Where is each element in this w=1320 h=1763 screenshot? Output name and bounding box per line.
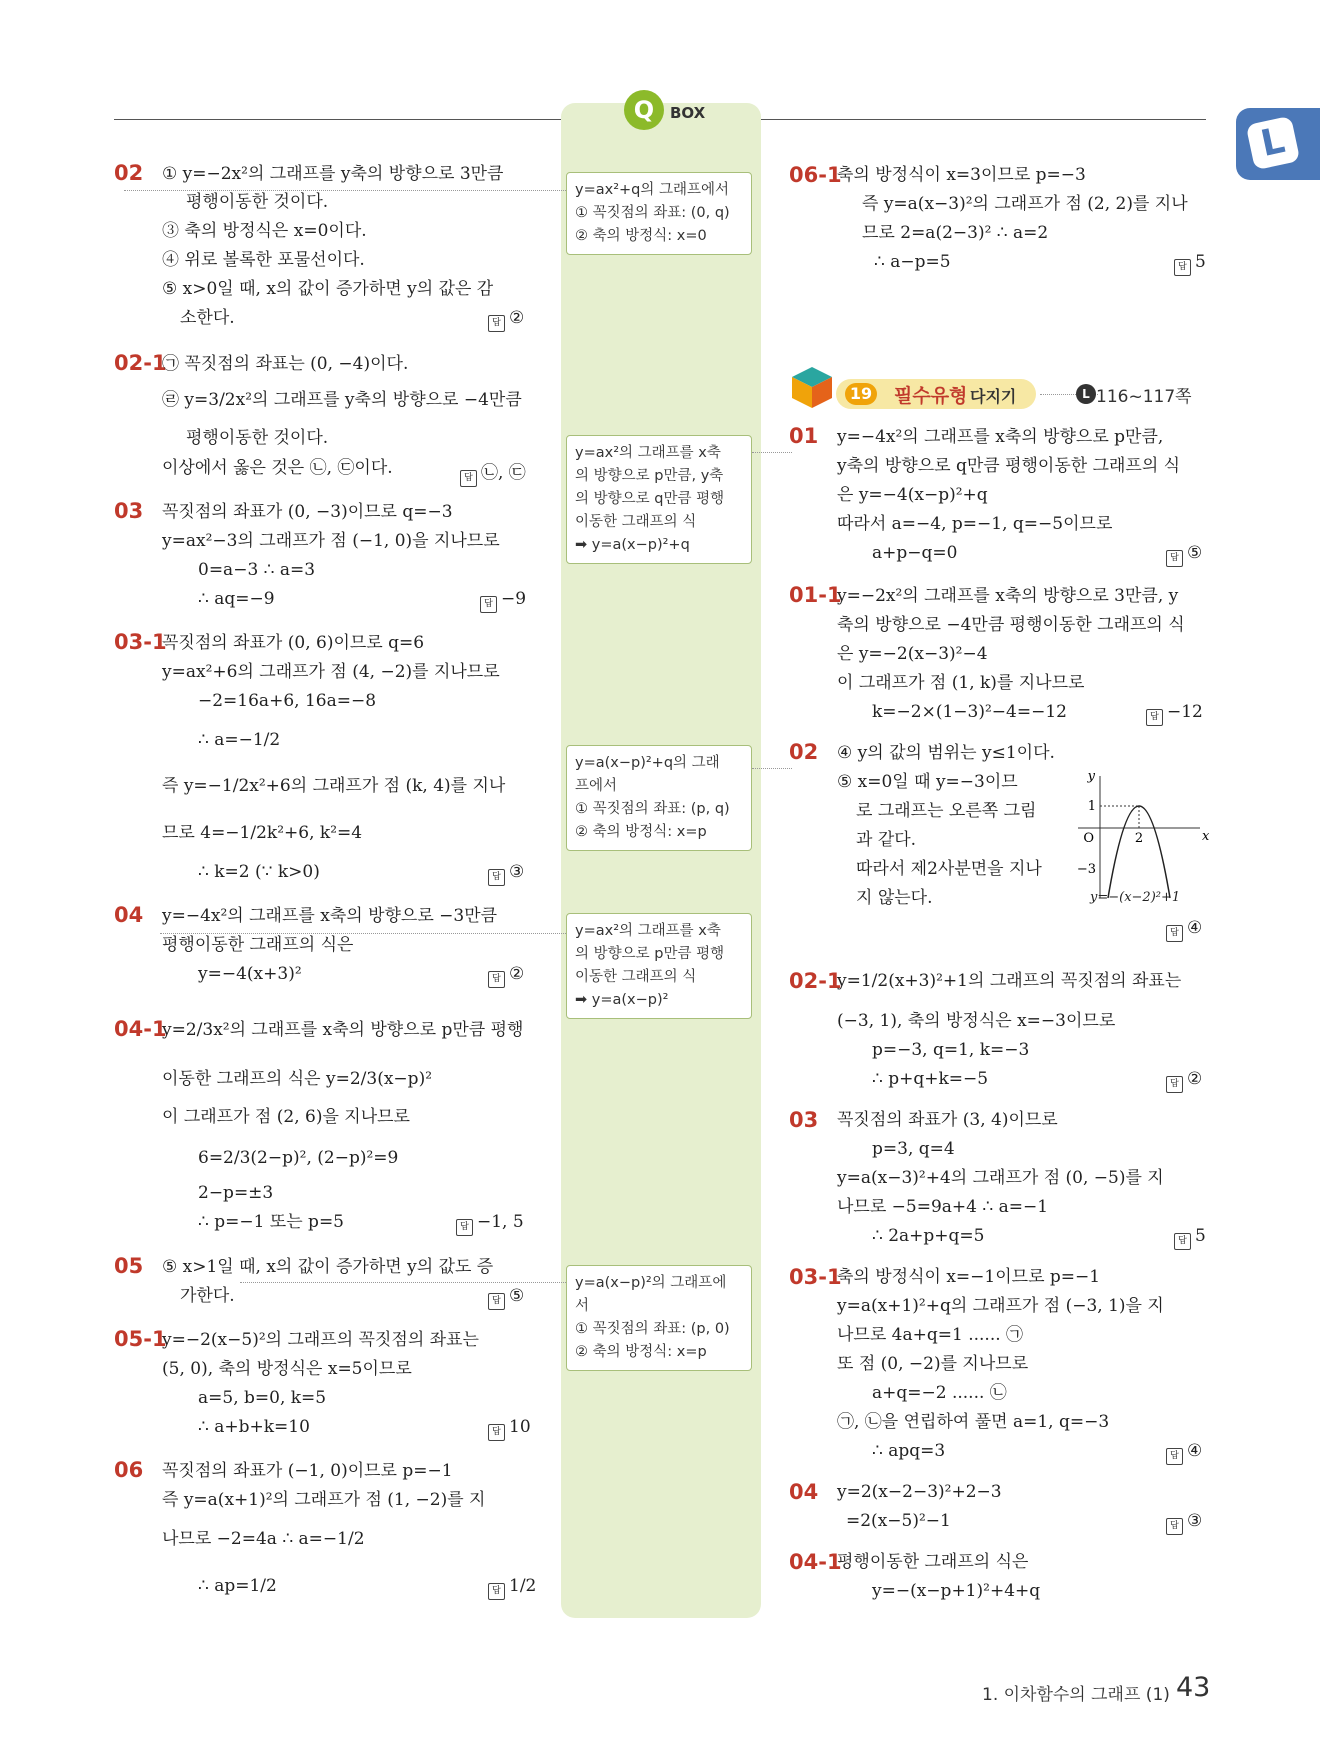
note-line: y=a(x−p)²+q의 그래 <box>575 755 720 771</box>
type-number: 19 <box>845 383 877 405</box>
solution-line: 즉 y=a(x−3)²의 그래프가 점 (2, 2)를 지나 <box>862 194 1188 214</box>
answer <box>488 1576 536 1600</box>
note-line: ② 축의 방정식: x=p <box>575 1344 707 1360</box>
note-line: ① 꼭짓점의 좌표: (p, q) <box>575 801 730 817</box>
problem-number: 02 <box>114 161 144 185</box>
solution-line: ㉠ 꼭짓점의 좌표는 (0, −4)이다. <box>162 354 409 374</box>
answer-icon: 답 <box>1166 1518 1183 1535</box>
page-number: 43 <box>1176 1672 1211 1703</box>
solution-line: ∴ apq=3 <box>872 1441 946 1461</box>
solution-line: 평행이동한 것이다. <box>186 428 329 448</box>
solution-line: y=−4x²의 그래프를 x축의 방향으로 p만큼, <box>837 427 1164 447</box>
answer <box>488 1417 531 1441</box>
solution-line: 은 y=−4(x−p)²+q <box>837 485 988 505</box>
answer-icon: 답 <box>488 315 505 332</box>
problem-number: 03-1 <box>789 1265 842 1289</box>
solution-line: ⑤ x>0일 때, x의 값이 증가하면 y의 값은 감 <box>162 279 494 299</box>
problem-number: 04 <box>789 1480 819 1504</box>
solution-line: 나므로 −5=9a+4 ∴ a=−1 <box>837 1197 1049 1217</box>
answer-value: 1/2 <box>509 1576 537 1596</box>
solution-line: y=−4(x+3)² <box>198 964 302 984</box>
solution-line: 따라서 제2사분면을 지나 <box>856 859 1042 879</box>
solution-line: ∴ ap=1/2 <box>198 1576 277 1596</box>
solution-line: 과 같다. <box>856 830 917 850</box>
answer <box>1166 1511 1202 1535</box>
note-connector <box>240 1282 566 1283</box>
solution-line: ∴ aq=−9 <box>198 589 275 609</box>
answer <box>488 862 524 886</box>
note-line: ② 축의 방정식: x=0 <box>575 228 707 244</box>
note-line: y=ax²의 그래프를 x축 <box>575 445 721 461</box>
note-line: 이동한 그래프의 식 <box>575 514 697 530</box>
chapter-tab <box>1236 108 1320 180</box>
note-line: ① 꼭짓점의 좌표: (p, 0) <box>575 1321 730 1337</box>
solution-line: 즉 y=a(x+1)²의 그래프가 점 (1, −2)를 지 <box>162 1490 486 1510</box>
solution-line: y=a(x+1)²+q의 그래프가 점 (−3, 1)을 지 <box>837 1296 1164 1316</box>
graph-origin: O <box>1083 831 1094 846</box>
answer-icon: 답 <box>1174 259 1191 276</box>
solution-line: 평행이동한 것이다. <box>186 192 329 212</box>
problem-number: 01-1 <box>789 583 842 607</box>
answer <box>460 458 526 487</box>
answer-value: ④ <box>1187 1441 1203 1461</box>
answer-icon: 답 <box>488 1293 505 1310</box>
answer <box>1174 252 1206 276</box>
graph-equation: y=−(x−2)²+1 <box>1090 890 1181 905</box>
answer-icon: 답 <box>1166 1076 1183 1093</box>
solution-line: a=5, b=0, k=5 <box>198 1388 327 1408</box>
solution-line: 지 않는다. <box>856 888 933 908</box>
solution-line: y=ax²−3의 그래프가 점 (−1, 0)을 지나므로 <box>162 531 500 551</box>
answer <box>488 308 524 332</box>
answer-value: 10 <box>509 1417 531 1437</box>
solution-line: 2−p=±3 <box>198 1183 274 1203</box>
solution-line: 즉 y=−1/2x²+6의 그래프가 점 (k, 4)를 지나 <box>162 776 506 796</box>
answer-icon: 답 <box>480 596 497 613</box>
qbox-note-4 <box>566 913 752 1019</box>
problem-number: 02-1 <box>789 969 842 993</box>
solution-line: p=3, q=4 <box>872 1139 955 1159</box>
problem-number: 05 <box>114 1254 144 1278</box>
solution-line: k=−2×(1−3)²−4=−12 <box>872 702 1067 722</box>
answer <box>488 1286 524 1310</box>
solution-line: y=2/3x²의 그래프를 x축의 방향으로 p만큼 평행 <box>162 1020 524 1040</box>
problem-number: 04 <box>114 903 144 927</box>
solution-line: 평행이동한 그래프의 식은 <box>162 935 354 955</box>
solution-line: (−3, 1), 축의 방정식은 x=−3이므로 <box>837 1011 1116 1031</box>
solution-line: 이 그래프가 점 (2, 6)을 지나므로 <box>162 1107 410 1127</box>
graph-tick-y-top: 1 <box>1087 799 1096 814</box>
problem-number: 06-1 <box>789 163 842 187</box>
solution-line: ∴ 2a+p+q=5 <box>872 1226 985 1246</box>
problem-number: 04-1 <box>114 1017 167 1041</box>
answer-value: ⑤ <box>1187 543 1203 563</box>
solution-line: 축의 방향으로 −4만큼 평행이동한 그래프의 식 <box>837 615 1185 635</box>
solution-line: 꼭짓점의 좌표가 (0, 6)이므로 q=6 <box>162 633 425 653</box>
answer-value: ③ <box>1187 1511 1203 1531</box>
answer <box>1146 702 1203 726</box>
page-ref: 116~117쪽 <box>1096 387 1192 407</box>
solution-line: y=−(x−p+1)²+4+q <box>872 1581 1041 1601</box>
solution-line: ∴ p=−1 또는 p=5 <box>198 1212 345 1232</box>
page-ref-badge: L <box>1076 384 1096 404</box>
note-line: ➡ y=a(x−p)² <box>575 992 669 1008</box>
answer-icon: 답 <box>488 869 505 886</box>
solution-line: 소한다. <box>180 308 235 328</box>
solution-line: 가한다. <box>180 1286 235 1306</box>
solution-line: 므로 4=−1/2k²+6, k²=4 <box>162 823 363 843</box>
answer <box>1166 918 1202 942</box>
problem-number: 03-1 <box>114 630 167 654</box>
solution-line: 이상에서 옳은 것은 ㉡, ㉢이다. <box>162 458 393 478</box>
answer-value: 5 <box>1195 252 1206 272</box>
answer <box>1174 1226 1206 1250</box>
answer <box>1166 1069 1202 1093</box>
note-line: 의 방향으로 q만큼 평행 <box>575 491 725 507</box>
footer-chapter-title: 1. 이차함수의 그래프 (1) <box>982 1685 1170 1705</box>
problem-number: 06 <box>114 1458 144 1482</box>
solution-line: 꼭짓점의 좌표가 (−1, 0)이므로 p=−1 <box>162 1461 453 1481</box>
answer-value: −1, 5 <box>477 1212 524 1232</box>
qbox-column <box>561 103 761 1618</box>
solution-line: 6=2/3(2−p)², (2−p)²=9 <box>198 1148 399 1168</box>
answer-icon: 답 <box>488 1424 505 1441</box>
solution-line: y=−2(x−5)²의 그래프의 꼭짓점의 좌표는 <box>162 1330 479 1350</box>
solution-line: y=−4x²의 그래프를 x축의 방향으로 −3만큼 <box>162 906 498 926</box>
solution-line: ④ y의 값의 범위는 y≤1이다. <box>837 743 1055 763</box>
solution-line: 또 점 (0, −2)를 지나므로 <box>837 1354 1029 1374</box>
solution-line: ∴ a=−1/2 <box>198 730 281 750</box>
problem-number: 02-1 <box>114 351 167 375</box>
answer-icon: 답 <box>1166 1448 1183 1465</box>
note-line: 의 방향으로 p만큼, y축 <box>575 468 724 484</box>
solution-line: ⑤ x=0일 때 y=−3이므 <box>837 772 1018 792</box>
solution-line: y축의 방향으로 q만큼 평행이동한 그래프의 식 <box>837 456 1181 476</box>
answer-icon: 답 <box>1146 709 1163 726</box>
solution-line: ① y=−2x²의 그래프를 y축의 방향으로 3만큼 <box>162 164 504 184</box>
problem-number: 03 <box>114 499 144 523</box>
note-line: 프에서 <box>575 778 618 794</box>
chapter-tab-letter: L <box>1246 116 1301 171</box>
solution-line: 이동한 그래프의 식은 y=2/3(x−p)² <box>162 1069 433 1089</box>
qbox-note-5 <box>566 1265 752 1371</box>
answer-value: ② <box>509 308 525 328</box>
answer <box>488 964 524 988</box>
problem-number: 03 <box>789 1108 819 1132</box>
solution-line: y=2(x−2−3)²+2−3 <box>837 1482 1002 1502</box>
parabola-graph <box>1070 768 1210 908</box>
note-connector <box>752 452 792 453</box>
solution-line: p=−3, q=1, k=−3 <box>872 1040 1030 1060</box>
solution-line: a+p−q=0 <box>872 543 958 563</box>
cube-icon <box>789 364 835 410</box>
note-connector <box>752 768 792 769</box>
solution-line: ∴ a−p=5 <box>874 252 951 272</box>
note-line: ➡ y=a(x−p)²+q <box>575 537 690 553</box>
note-line: ② 축의 방정식: x=p <box>575 824 707 840</box>
solution-line: (5, 0), 축의 방정식은 x=5이므로 <box>162 1359 412 1379</box>
header-rule-right <box>761 119 1206 120</box>
answer-icon: 답 <box>1166 925 1183 942</box>
answer-value: ④ <box>1187 918 1203 938</box>
problem-number: 01 <box>789 424 819 448</box>
answer-value: ⑤ <box>509 1286 525 1306</box>
solution-line: 평행이동한 그래프의 식은 <box>837 1552 1029 1572</box>
solution-line: ∴ p+q+k=−5 <box>872 1069 989 1089</box>
solution-line: 나므로 −2=4a ∴ a=−1/2 <box>162 1529 365 1549</box>
answer-value: ㉡, ㉢ <box>481 463 526 483</box>
answer <box>456 1212 524 1236</box>
note-line: 이동한 그래프의 식 <box>575 969 697 985</box>
solution-line: y=1/2(x+3)²+1의 그래프의 꼭짓점의 좌표는 <box>837 971 1182 991</box>
answer-icon: 답 <box>488 971 505 988</box>
qbox-q-badge: Q <box>624 90 664 130</box>
solution-line: 이 그래프가 점 (1, k)를 지나므로 <box>837 673 1085 693</box>
answer-value: ② <box>1187 1069 1203 1089</box>
solution-line: 로 그래프는 오른쪽 그림 <box>856 801 1037 821</box>
answer-icon: 답 <box>488 1583 505 1600</box>
answer-icon: 답 <box>460 470 477 487</box>
note-line: ① 꼭짓점의 좌표: (0, q) <box>575 205 730 221</box>
problem-number: 05-1 <box>114 1327 167 1351</box>
solution-line: 축의 방정식이 x=3이므로 p=−3 <box>837 165 1086 185</box>
solution-line: 꼭짓점의 좌표가 (3, 4)이므로 <box>837 1110 1058 1130</box>
note-line: y=ax²+q의 그래프에서 <box>575 182 730 198</box>
type-subtitle: 다지기 <box>970 387 1017 406</box>
solution-line: a+q=−2 ...... ㉡ <box>872 1383 1007 1403</box>
solution-line: =2(x−5)²−1 <box>846 1511 951 1531</box>
note-line: 의 방향으로 p만큼 평행 <box>575 946 725 962</box>
note-line: y=ax²의 그래프를 x축 <box>575 923 721 939</box>
solution-line: ④ 위로 볼록한 포물선이다. <box>162 250 365 270</box>
solution-line: 0=a−3 ∴ a=3 <box>198 560 316 580</box>
answer <box>1166 1441 1202 1465</box>
answer-value: ② <box>509 964 525 984</box>
answer <box>480 589 526 613</box>
answer <box>1166 543 1202 567</box>
qbox-note-1 <box>566 172 752 255</box>
graph-tick-x: 2 <box>1134 831 1144 846</box>
answer-value: −9 <box>501 589 527 609</box>
graph-y-label: y <box>1087 769 1095 784</box>
problem-number: 02 <box>789 740 819 764</box>
solution-line: 은 y=−2(x−3)²−4 <box>837 644 988 664</box>
problem-number: 04-1 <box>789 1550 842 1574</box>
solution-line: ∴ a+b+k=10 <box>198 1417 310 1437</box>
solution-line: 축의 방정식이 x=−1이므로 p=−1 <box>837 1267 1101 1287</box>
solution-line: 따라서 a=−4, p=−1, q=−5이므로 <box>837 514 1113 534</box>
graph-x-label: x <box>1202 829 1210 844</box>
solution-line: ∴ k=2 (∵ k>0) <box>198 862 320 882</box>
solution-line: y=ax²+6의 그래프가 점 (4, −2)를 지나므로 <box>162 662 500 682</box>
solution-line: 나므로 4a+q=1 ...... ㉠ <box>837 1325 1024 1345</box>
solution-line: y=a(x−3)²+4의 그래프가 점 (0, −5)를 지 <box>837 1168 1164 1188</box>
answer-icon: 답 <box>1174 1233 1191 1250</box>
header-rule-left <box>114 119 561 120</box>
solution-line: −2=16a+6, 16a=−8 <box>198 691 377 711</box>
note-line: 서 <box>575 1298 590 1314</box>
solution-line: ③ 축의 방정식은 x=0이다. <box>162 221 367 241</box>
qbox-note-3 <box>566 745 752 851</box>
solution-line: ㉠, ㉡을 연립하여 풀면 a=1, q=−3 <box>837 1412 1110 1432</box>
solution-line: 므로 2=a(2−3)² ∴ a=2 <box>862 223 1049 243</box>
solution-line: ⑤ x>1일 때, x의 값이 증가하면 y의 값도 증 <box>162 1257 494 1277</box>
answer-icon: 답 <box>456 1219 473 1236</box>
qbox-label: BOX <box>670 104 706 122</box>
answer-value: −12 <box>1167 702 1203 722</box>
note-line: y=a(x−p)²의 그래프에 <box>575 1275 727 1291</box>
answer-value: ③ <box>509 862 525 882</box>
solution-line: y=−2x²의 그래프를 x축의 방향으로 3만큼, y <box>837 586 1179 606</box>
answer-icon: 답 <box>1166 550 1183 567</box>
type-title: 필수유형 <box>894 385 968 407</box>
solution-line: ㉣ y=3/2x²의 그래프를 y축의 방향으로 −4만큼 <box>162 390 522 410</box>
qbox-note-2 <box>566 435 752 564</box>
answer-value: 5 <box>1195 1226 1206 1246</box>
graph-tick-y-bottom: −3 <box>1076 862 1096 877</box>
solution-line: 꼭짓점의 좌표가 (0, −3)이므로 q=−3 <box>162 502 453 522</box>
